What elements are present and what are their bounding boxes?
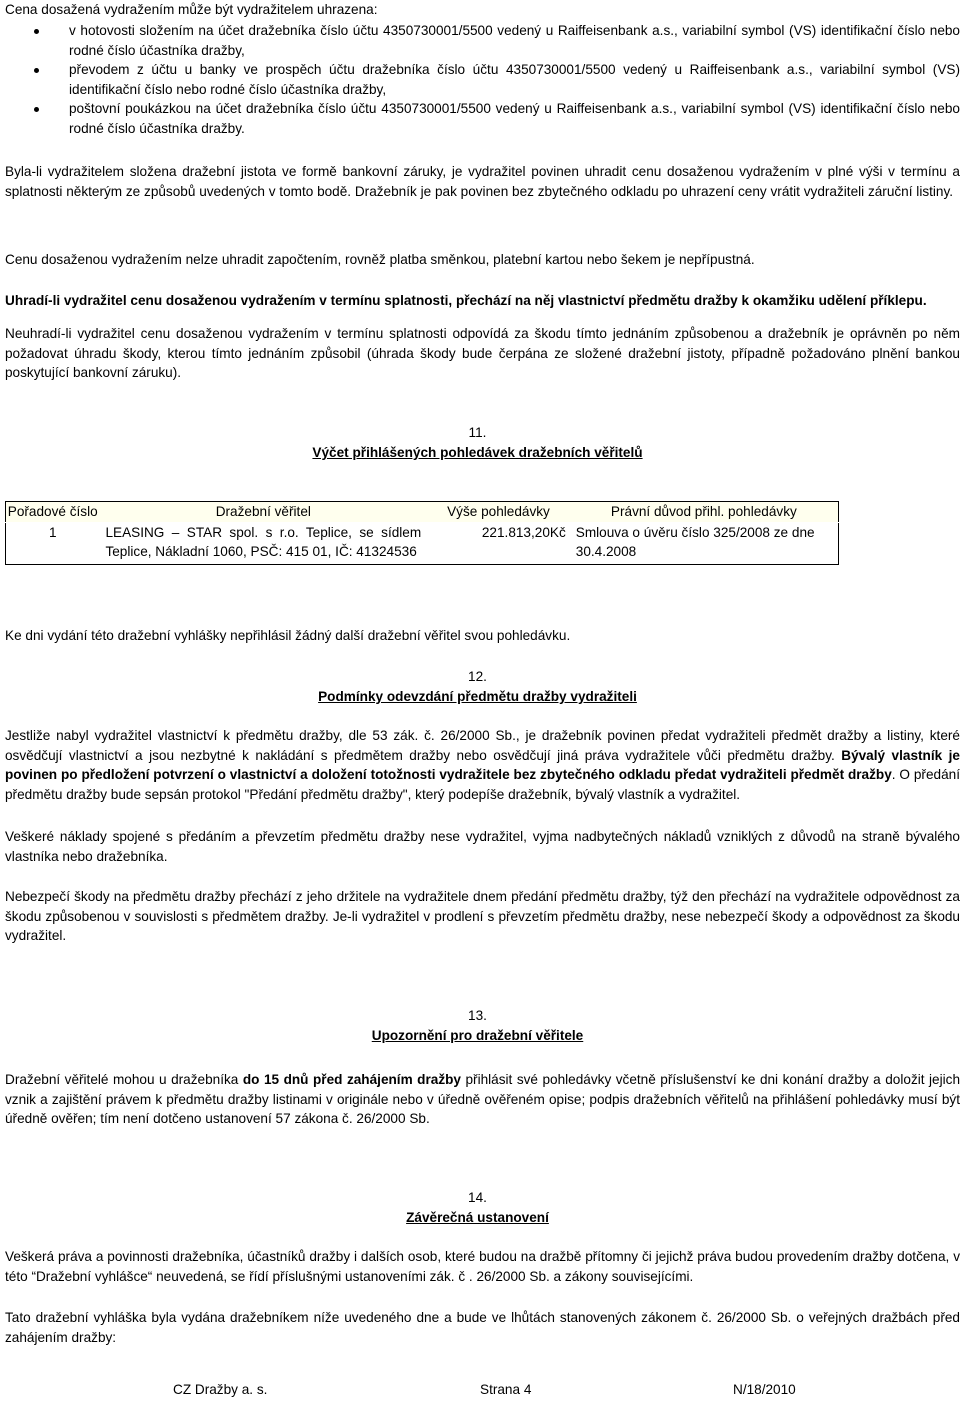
section-14-title: Závěrečná ustanovení: [406, 1210, 549, 1225]
cell-legal-reason: Smlouva o úvěru číslo 325/2008 ze dne 30.4.2008: [570, 522, 839, 564]
payment-methods-list: [5, 21, 960, 138]
cell-creditor: LEASING – STAR spol. s r.o. Teplice, se sídlem Teplice, Nákladní 1060, PSČ: 415 01, IČ: 41324536: [99, 522, 427, 564]
bullet-icon: [34, 107, 39, 112]
creditors-table: [5, 501, 839, 565]
payment-method-transfer: převodem z účtu u banky ve prospěch účtu dražebníka číslo účtu 4350730001/5500 vedený u Raiffeisenbank a.s., variabilní symbol (VS) identifikační číslo nebo rodné číslo účastníka dražby,: [5, 60, 960, 99]
header-amount: Výše pohledávky: [427, 502, 570, 523]
issuance-paragraph: Tato dražební vyhláška byla vydána dražebníkem níže uvedeného dne a bude ve lhůtách stanovených zákonem č. 26/2000 Sb. o veřejných dražbách před zahájením dražby:: [5, 1310, 960, 1345]
costs-paragraph: Veškeré náklady spojené s předáním a převzetím předmětu dražby nese vydražitel, vyjma nadbytečných nákladů vzniklých z důvodů na straně bývalého vlastníka nebo dražebníka.: [5, 829, 960, 864]
bullet-icon: [34, 68, 39, 73]
header-legal-reason: Právní důvod přihl. pohledávky: [570, 502, 839, 523]
handover-paragraph: Jestliže nabyl vydražitel vlastnictví k předmětu dražby, dle 53 zák. č. 26/2000 Sb., je dražebník povinen předat vydražiteli předmět dražby a listiny, které osvědčují vlastnictví a jsou nezbytné k nakládání s předmětem dražby nebo osvědčují jiná práva vydražitele vůči předmětu dražby. Bývalý vlastník je povinen po předložení potvrzení o vlastnictví a doložení totožnosti vydražitele bez zbytečného odkladu předat vydražiteli předmět dražby. O předání předmětu dražby bude sepsán protokol "Předání předmětu dražby", který podepíše dražebník, bývalý vlastník a vydražitel.: [5, 728, 960, 802]
header-order-number: Pořadové číslo: [6, 502, 100, 523]
section-13-number: 13.: [468, 1008, 487, 1023]
payment-intro: Cena dosažená vydražením může být vydražitelem uhrazena:: [5, 2, 378, 17]
section-11-title: Výčet přihlášených pohledávek dražebních věřitelů: [312, 445, 643, 460]
section-11-number: 11.: [468, 425, 487, 440]
damages-paragraph: Neuhradí-li vydražitel cenu dosaženou vydražením v termínu splatnosti odpovídá za škodu tímto jednáním způsobenou a dražebník je oprávněn po něm požadovat úhradu škody, kterou tímto jednáním způsobil (úhrada škody bude čerpána ze složené dražební jistoty, případně požadováno plnění bankou poskytující bankovní záruku).: [5, 326, 960, 380]
payment-method-postal: poštovní poukázkou na účet dražebníka číslo účtu 4350730001/5500 vedený u Raiffeisenbank a.s., variabilní symbol (VS) identifikační číslo nebo rodné číslo účastníka dražby.: [5, 99, 960, 138]
guarantee-paragraph: Byla-li vydražitelem složena dražební jistota ve formě bankovní záruky, je vydražitel povinen uhradit cenu dosaženou vydražením v plné výši v termínu a splatnosti některým ze způsobů uvedených v tomto bodě. Dražebník je pak povinen bez zbytečného odkladu po uhrazení ceny vrátit vydražiteli záruční listiny.: [5, 164, 960, 199]
cell-amount: 221.813,20Kč: [427, 522, 570, 564]
footer-reference: N/18/2010: [733, 1382, 796, 1397]
no-offset-paragraph: Cenu dosaženou vydražením nelze uhradit započtením, rovněž platba směnkou, platební kartou nebo šekem je nepřípustná.: [5, 252, 755, 267]
header-creditor: Dražební věřitel: [99, 502, 427, 523]
footer-company: CZ Dražby a. s.: [173, 1382, 268, 1397]
table-row: [6, 522, 839, 564]
section-14-number: 14.: [468, 1190, 487, 1205]
risk-paragraph: Nebezpečí škody na předmětu dražby přechází z jeho držitele na vydražitele dnem předání předmětu dražby, týž den přechází na vydražitele odpovědnost za škodu způsobenou v souvislosti s předmětem dražby. Je-li vydražitel v prodlení s převzetím předmětu dražby, nese nebezpečí škody a odpovědnost za škodu vydražitel.: [5, 889, 960, 943]
final-provisions-paragraph: Veškerá práva a povinnosti dražebníka, účastníků dražby i dalších osob, které budou na dražbě přítomny či jejichž práva budou provedením dražby dotčena, v této “Dražební vyhlášce“ neuvedená, se řídí příslušnými ustanoveními zák. č . 26/2000 Sb. a zákony souvisejícími.: [5, 1249, 960, 1284]
creditors-notice-paragraph: Dražební věřitelé mohou u dražebníka do 15 dnů před zahájením dražby přihlásit své pohledávky včetně příslušenství ke dni konání dražby a doložit jejich vznik a zajištění právem k předmětu dražby listinami v originále nebo v úředně ověřeném opise; podpis dražebních věřitelů na přihlášení pohledávky musí být úředně ověřen; tím není dotčeno ustanovení 57 zákona č. 26/2000 Sb.: [5, 1072, 960, 1126]
section-13-title: Upozornění pro dražební věřitele: [371, 1028, 584, 1043]
no-other-creditor-note: Ke dni vydání této dražební vyhlášky nepřihlásil žádný další dražební věřitel svou pohledávku.: [5, 628, 571, 643]
creditors-table-header: [6, 502, 839, 523]
bullet-icon: [34, 29, 39, 34]
payment-method-cash: v hotovosti složením na účet dražebníka číslo účtu 4350730001/5500 vedený u Raiffeisenbank a.s., variabilní symbol (VS) identifikační číslo nebo rodné číslo účastníka dražby,: [5, 21, 960, 60]
section-12-title: Podmínky odevzdání předmětu dražby vydražiteli: [318, 689, 637, 704]
ownership-paragraph: Uhradí-li vydražitel cenu dosaženou vydražením v termínu splatnosti, přechází na něj vlastnictví předmětu dražby k okamžiku udělení příklepu.: [5, 293, 927, 308]
section-12-number: 12.: [468, 669, 487, 684]
cell-order-number: 1: [6, 522, 100, 564]
footer-page-number: Strana 4: [480, 1382, 532, 1397]
